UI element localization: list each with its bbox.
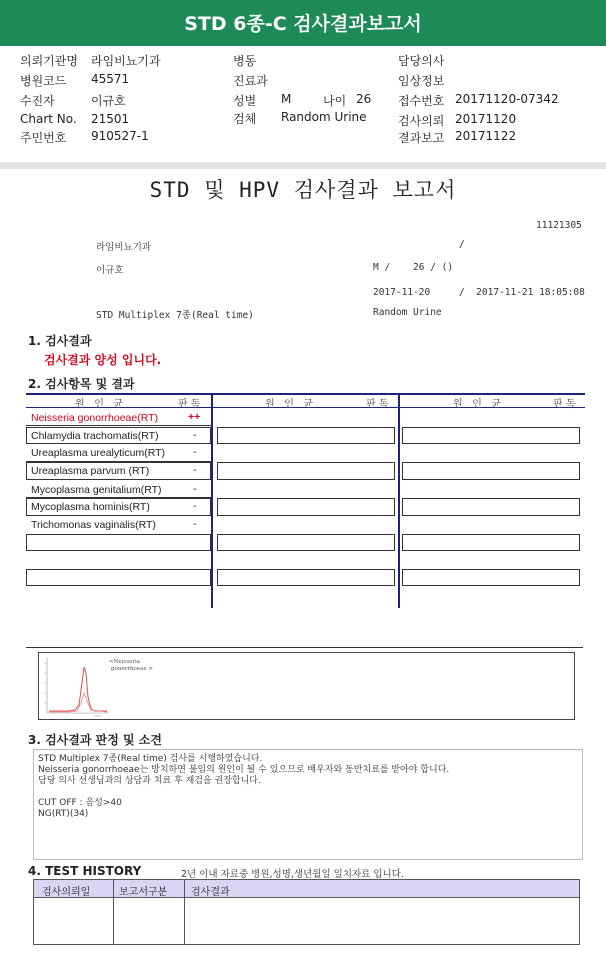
opinion-line: STD Multiplex 7종(Real time) 검사를 시행하였습니다. [38, 754, 263, 764]
label-age: 나이 [323, 94, 347, 108]
label-sex: 성별 [233, 94, 257, 108]
empty-row-box [402, 498, 580, 516]
report-header-title: STD 6종-C 검사결과보고서 [184, 13, 422, 35]
value-chart-no: 21501 [91, 112, 130, 126]
item-result: - [193, 429, 197, 441]
item-name: Chlamydia trachomatis(RT) [31, 430, 159, 442]
report-test-name: STD Multiplex 7종(Real time) [96, 310, 254, 321]
value-age: 26 [356, 92, 372, 106]
label-receipt-no: 접수번호 [398, 94, 445, 108]
value-resident-no: 910527-1 [91, 129, 149, 143]
report-patient: 이규호 [96, 265, 124, 276]
report-hospital: 라임비뇨기과 [96, 242, 152, 253]
item-name: Ureaplasma parvum (RT) [31, 465, 150, 477]
item-result: - [193, 446, 197, 458]
col-pathogen-1: 원 인 균 [75, 399, 124, 410]
report-specimen: Random Urine [373, 307, 442, 318]
opinion-box [33, 749, 583, 860]
history-table [33, 879, 580, 945]
item-result: ++ [188, 411, 201, 423]
col-judge-2: 판 독 [366, 399, 389, 410]
opinion-line: NG(RT)(34) [38, 809, 89, 819]
section2-title: 2. 검사항목 및 결과 [28, 377, 135, 391]
section3-title: 3. 검사결과 판정 및 소견 [28, 733, 162, 747]
value-sex: M [281, 92, 292, 106]
item-name: Mycoplasma genitalium(RT) [31, 484, 162, 496]
empty-row-box [217, 498, 395, 516]
empty-row-box [217, 534, 395, 551]
graph-top-border [26, 647, 583, 648]
label-patient: 수진자 [20, 94, 55, 108]
section4-note: 2년 이내 자료중 병원,성명,생년월일 일치자료 입니다. [181, 869, 404, 880]
label-doctor: 담당의사 [398, 54, 445, 68]
item-name: Trichomonas vaginalis(RT) [31, 519, 156, 531]
graph-label [109, 659, 153, 673]
history-col-report-type: 보고서구분 [119, 887, 168, 898]
item-name: Ureaplasma urealyticum(RT) [31, 447, 166, 459]
label-resident-no: 주민번호 [20, 131, 67, 145]
history-divider [113, 880, 114, 944]
report-slash: / [459, 239, 465, 250]
col-judge-3: 판 독 [553, 399, 576, 410]
value-specimen: Random Urine [281, 110, 367, 124]
item-result: - [193, 464, 197, 476]
value-request-date: 20171120 [455, 112, 517, 126]
empty-row-box [402, 427, 580, 444]
report-date-receive: 2017-11-20 [373, 287, 431, 298]
label-specimen: 검체 [233, 112, 257, 126]
empty-row-box [26, 534, 211, 551]
item-result: - [193, 500, 197, 512]
label-institution: 의뢰기관명 [20, 54, 78, 68]
opinion-line: Neisseria gonorrhoeae는 방치하면 불임의 원인이 될 수 있으므로 배우자와 동반치료를 받아야 합니다. [38, 765, 450, 775]
empty-row-box [402, 462, 580, 480]
opinion-line: CUT OFF : 음성>40 [38, 798, 122, 808]
report-sex-age: M / 26 / () [373, 262, 454, 273]
graph-label-line1: <Neisseria [109, 659, 141, 665]
value-hospital-code: 45571 [91, 72, 130, 86]
label-request-date: 검사의뢰 [398, 114, 445, 128]
empty-row-box [402, 534, 580, 551]
opinion-line [38, 787, 578, 798]
label-ward: 병동 [233, 54, 257, 68]
value-report-date: 20171122 [455, 129, 517, 143]
report-header [0, 0, 606, 46]
separator [0, 162, 606, 169]
value-patient: 이규호 [91, 94, 126, 108]
col-judge-1: 판 독 [178, 399, 201, 410]
section1-title: 1. 검사결과 [28, 334, 92, 348]
section4-title: 4. TEST HISTORY [28, 864, 142, 878]
item-result: - [193, 483, 197, 495]
item-name: Mycoplasma hominis(RT) [31, 501, 150, 513]
label-chart-no: Chart No. [20, 112, 77, 126]
opinion-line: 담당 의사 선생님과의 상담과 치료 후 재검을 권장합니다. [38, 776, 261, 786]
history-divider [184, 880, 185, 944]
table-divider-2 [398, 395, 400, 608]
empty-row-box [217, 569, 395, 586]
empty-row-box [402, 569, 580, 586]
table-divider-1 [211, 395, 213, 608]
history-col-result: 검사결과 [191, 887, 230, 898]
row-underline [26, 425, 211, 426]
history-col-request-date: 검사의뢰일 [42, 887, 91, 898]
col-pathogen-2: 원 인 균 [265, 399, 314, 410]
report-title: STD 및 HPV 검사결과 보고서 [149, 178, 457, 202]
report-date-report: / 2017-11-21 18:05:08 [459, 287, 585, 298]
report-code: 11121305 [536, 220, 582, 231]
label-report-date: 결과보고 [398, 131, 445, 145]
label-department: 진료과 [233, 74, 268, 88]
empty-row-box [26, 569, 211, 586]
label-hospital-code: 병원코드 [20, 74, 67, 88]
graph-label-line2: gonorrhoeae > [111, 666, 153, 672]
col-pathogen-3: 원 인 균 [453, 399, 502, 410]
label-clinical-info: 임상정보 [398, 74, 445, 88]
history-header-row [34, 880, 579, 898]
item-result: - [193, 518, 197, 530]
empty-row-box [217, 462, 395, 480]
empty-row-box [217, 427, 395, 444]
graph-box [38, 652, 575, 720]
item-name: Neisseria gonorrhoeae(RT) [31, 412, 159, 424]
value-institution: 라임비뇨기과 [91, 54, 161, 68]
section1-result: 검사결과 양성 입니다. [44, 353, 162, 367]
value-receipt-no: 20171120-07342 [455, 92, 559, 106]
